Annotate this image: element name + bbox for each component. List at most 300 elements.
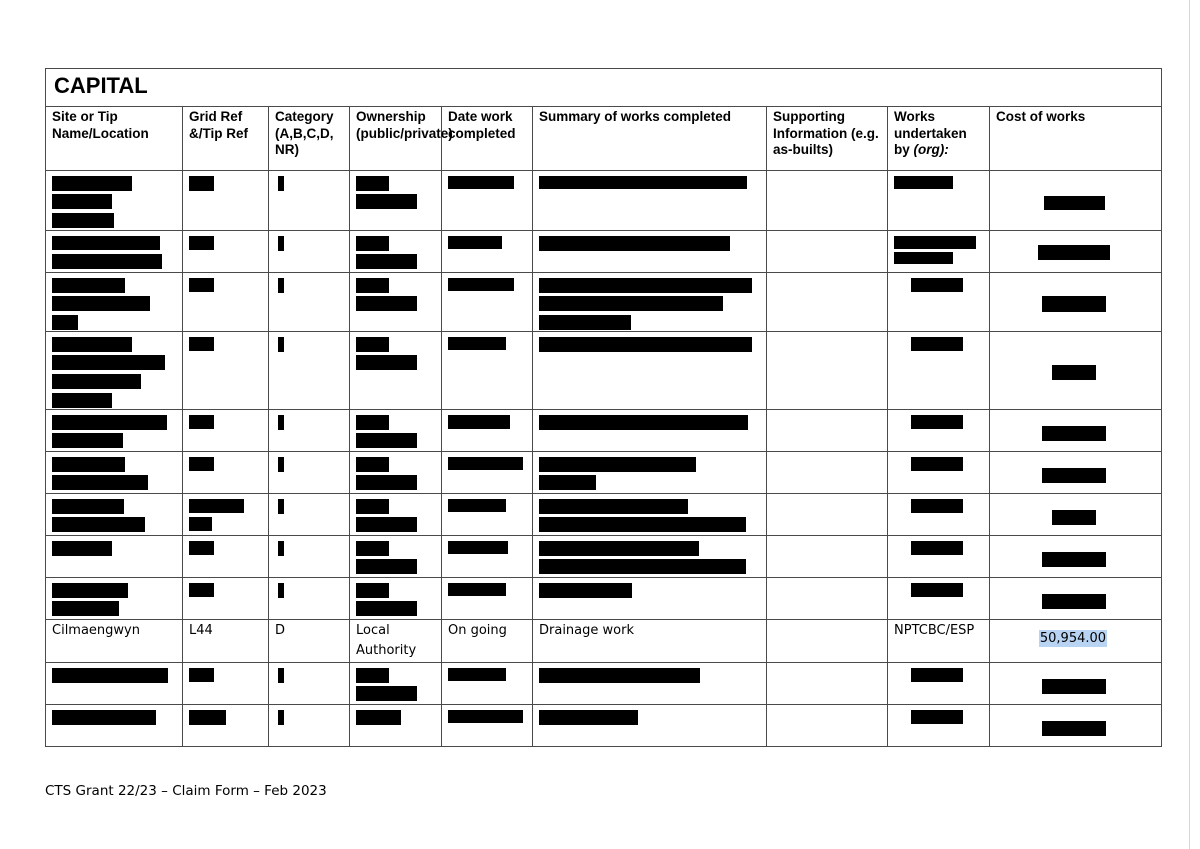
cell-grid-ref [183,536,269,578]
cell-ownership [350,705,442,747]
cell-content [350,536,441,577]
cell-works-undertaken [888,410,990,452]
cell-ownership [350,171,442,231]
cell-supporting-info [767,705,888,747]
cell-content [990,663,1161,704]
redaction-bar [539,315,631,330]
cell-content [46,494,182,535]
redaction-bar [278,278,284,293]
cell-supporting-info [767,171,888,231]
cell-content [767,231,887,272]
cell-category [269,578,350,620]
cell-content [990,410,1161,451]
cell-grid-ref [183,231,269,273]
cell-date [442,452,533,494]
redaction-bar [356,668,389,683]
redaction-bar [52,475,148,490]
cell-content [533,410,766,451]
table-row-redacted [46,705,1162,747]
redaction-bar [278,710,284,725]
redaction-bar [356,686,417,701]
cell-content [183,231,268,272]
cell-content [990,536,1161,577]
redaction-bar [52,415,167,430]
redaction-bar [539,541,699,556]
cell-content [46,231,182,272]
redaction-bar [539,176,747,189]
cell-content [46,273,182,331]
cell-content [46,332,182,409]
cell-cost [990,494,1162,536]
cell-content [350,578,441,619]
redaction-bar [356,236,389,251]
cell-content [533,332,766,409]
redaction-bar [539,559,746,574]
cell-summary [533,536,767,578]
cell-summary [533,663,767,705]
cell-content [533,663,766,704]
cell-supporting-info [767,536,888,578]
cell-ownership [350,494,442,536]
cell-content [183,536,268,577]
cell-content [269,452,349,493]
redaction-bar [356,194,417,209]
cell-content [990,171,1161,230]
cell-ownership [350,536,442,578]
cell-cost [990,452,1162,494]
redaction-bar [52,213,114,228]
cell-category [269,410,350,452]
redaction-bar [52,355,165,370]
cell-ownership [350,663,442,705]
cell-content [767,452,887,493]
cell-date [442,494,533,536]
cell-category [269,231,350,273]
cell-summary [533,620,767,663]
cell-works-undertaken [888,663,990,705]
cell-category [269,171,350,231]
cell-supporting-info [767,452,888,494]
cell-works-undertaken [888,273,990,332]
cell-content [442,171,532,230]
cell-cost-text: 50,954.00 [1039,631,1107,646]
redaction-bar [448,499,506,512]
cell-content [46,452,182,493]
cell-content [767,494,887,535]
cell-works-undertaken [888,171,990,231]
cell-supporting-info [767,578,888,620]
table-row-redacted [46,171,1162,231]
redaction-bar [448,541,508,554]
cell-grid-ref [183,332,269,410]
cell-grid-ref [183,620,269,663]
cell-content [183,171,268,230]
cell-content [46,171,182,230]
cell-content [350,332,441,409]
redaction-bar [356,415,389,430]
cell-content [269,578,349,619]
cell-grid-ref [183,273,269,332]
redaction-bar [356,499,389,514]
cell-ownership [350,332,442,410]
header-site: Site or Tip Name/Location [46,107,183,171]
cell-content [442,332,532,409]
redaction-bar [1042,426,1106,441]
redaction-bar [539,475,596,490]
cell-summary [533,231,767,273]
cell-works-undertaken-text: NPTCBC/ESP [894,623,975,638]
cell-date-text: On going [448,623,507,638]
header-category: Category (A,B,C,D, NR) [269,107,350,171]
redaction-bar [911,415,963,429]
cell-content [888,273,989,331]
redaction-bar [189,457,214,471]
redaction-bar [356,601,417,616]
cell-cost [990,273,1162,332]
cell-cost [990,231,1162,273]
cell-ownership [350,410,442,452]
table-row-redacted [46,452,1162,494]
table-row-redacted [46,231,1162,273]
redaction-bar [52,337,132,352]
redaction-bar [278,583,284,598]
cell-content [46,410,182,451]
cell-grid-ref [183,452,269,494]
cell-content [350,231,441,272]
cell-content [990,705,1161,746]
cell-category [269,663,350,705]
redaction-bar [911,499,963,513]
cell-site [46,410,183,452]
cell-content [183,273,268,331]
cell-content [46,536,182,577]
redaction-bar [52,296,150,311]
redaction-bar [278,499,284,514]
cell-content [269,705,349,746]
cell-date [442,410,533,452]
header-date: Date work completed [442,107,533,171]
redaction-bar [356,541,389,556]
redaction-bar [278,541,284,556]
cell-content [269,536,349,577]
cell-ownership [350,273,442,332]
redaction-bar [448,236,502,249]
redaction-bar [448,583,506,596]
redaction-bar [1042,468,1106,483]
redaction-bar [356,710,401,725]
redaction-bar [1042,721,1106,736]
redaction-bar [539,337,752,352]
redaction-bar [52,433,123,448]
cell-content [533,494,766,535]
header-works-undertaken [888,107,990,171]
cell-content [888,536,989,577]
redaction-bar [356,355,417,370]
table-row-redacted [46,273,1162,332]
redaction-bar [356,517,417,532]
cell-content [533,536,766,577]
table-row-redacted [46,494,1162,536]
cell-content [442,494,532,535]
cell-content [269,231,349,272]
redaction-bar [1052,365,1096,380]
header-cost: Cost of works [990,107,1162,171]
cell-content [269,171,349,230]
table-row-redacted [46,578,1162,620]
cell-site [46,332,183,410]
cell-content [990,273,1161,331]
redaction-bar [52,374,141,389]
cell-grid-ref [183,410,269,452]
cell-ownership [350,452,442,494]
cell-ownership [350,578,442,620]
redaction-bar [1042,594,1106,609]
cell-content [533,452,766,493]
cell-content [350,663,441,704]
cell-content [888,663,989,704]
cell-summary [533,494,767,536]
cell-grid-ref [183,578,269,620]
cell-site [46,663,183,705]
header-grid-ref: Grid Ref &/Tip Ref [183,107,269,171]
redaction-bar [52,541,112,556]
redaction-bar [52,254,162,269]
cell-content [767,578,887,619]
cell-cost [990,705,1162,747]
redaction-bar [894,176,953,189]
cell-content [183,663,268,704]
cell-content [767,663,887,704]
cell-content [888,452,989,493]
cell-category-text: D [275,623,286,638]
capital-table [45,68,1161,747]
cell-category [269,332,350,410]
redaction-bar [911,541,963,555]
table-row-cilmaengwyn [46,620,1162,663]
cell-grid-ref [183,171,269,231]
cell-site-text: Cilmaengwyn [52,623,140,638]
cell-date [442,620,533,663]
redaction-bar [539,236,730,251]
redaction-bar [52,278,125,293]
redaction-bar [189,668,214,682]
redaction-bar [911,337,963,351]
cell-date [442,705,533,747]
cell-supporting-info [767,620,888,663]
section-title: CAPITAL [46,69,1162,107]
redaction-bar [1052,510,1096,525]
table-row-redacted [46,663,1162,705]
redaction-bar [539,517,746,532]
table-row-redacted [46,536,1162,578]
redaction-bar [189,337,214,351]
cell-content [442,663,532,704]
cell-content [888,578,989,619]
cell-content [46,663,182,704]
redaction-bar [189,176,214,191]
redaction-bar [911,668,963,682]
redaction-bar [911,583,963,597]
cell-content [269,494,349,535]
redaction-bar [278,415,284,430]
cell-content [350,171,441,230]
redaction-bar [52,457,125,472]
cell-works-undertaken [888,620,990,663]
redaction-bar [52,517,145,532]
redaction-bar [448,337,506,350]
cell-supporting-info [767,332,888,410]
redaction-bar [1044,196,1105,210]
cell-content [183,705,268,746]
redaction-bar [539,583,632,598]
cell-works-undertaken [888,536,990,578]
redaction-bar [911,278,963,292]
cell-content [269,663,349,704]
cell-ownership [350,620,442,663]
cell-works-undertaken [888,231,990,273]
cell-site [46,231,183,273]
cell-date [442,536,533,578]
header-ownership: Ownership (public/private) [350,107,442,171]
cell-content [767,273,887,331]
redaction-bar [539,668,700,683]
cell-date [442,273,533,332]
cell-cost [990,620,1162,663]
redaction-bar [356,475,417,490]
redaction-bar [52,393,112,408]
cell-site [46,273,183,332]
cell-content [350,273,441,331]
cell-supporting-info [767,273,888,332]
redaction-bar [448,176,514,189]
cell-supporting-info [767,410,888,452]
cell-grid-ref [183,494,269,536]
cell-content [888,332,989,409]
cell-supporting-info [767,231,888,273]
cell-category [269,620,350,663]
redaction-bar [189,583,214,597]
redaction-bar [52,176,132,191]
cell-cost [990,332,1162,410]
cell-content [990,332,1161,409]
cell-summary-text: Drainage work [539,623,634,638]
cell-summary [533,332,767,410]
cell-date [442,663,533,705]
cell-content [767,171,887,230]
cell-date [442,171,533,231]
cell-content [990,494,1161,535]
cell-cost [990,536,1162,578]
cell-ownership [350,231,442,273]
redaction-bar [539,710,638,725]
cell-supporting-info [767,663,888,705]
cell-content [269,273,349,331]
cell-ownership-text: Local Authority [356,623,417,658]
cell-summary [533,578,767,620]
cell-cost [990,663,1162,705]
redaction-bar [52,194,112,209]
redaction-bar [448,278,514,291]
redaction-bar [539,415,748,430]
header-row [46,107,1162,171]
redaction-bar [189,517,212,531]
redaction-bar [189,541,214,555]
redaction-bar [52,710,156,725]
cell-content [767,536,887,577]
cell-content [990,452,1161,493]
cell-site [46,705,183,747]
redaction-bar [189,278,214,292]
cell-content [533,273,766,331]
redaction-bar [52,601,119,616]
redaction-bar [356,583,389,598]
redaction-bar [356,254,417,269]
redaction-bar [52,583,128,598]
redaction-bar [911,457,963,471]
cell-content [442,536,532,577]
redaction-bar [189,499,244,513]
cell-category [269,536,350,578]
cell-summary [533,452,767,494]
cell-site [46,620,183,663]
header-supporting-info: Supporting Information (e.g. as-builts) [767,107,888,171]
redaction-bar [52,668,168,683]
table-row-redacted [46,332,1162,410]
cell-date [442,578,533,620]
cell-content [183,332,268,409]
cell-content [533,705,766,746]
cell-works-undertaken [888,578,990,620]
cell-works-undertaken [888,332,990,410]
redaction-bar [356,296,417,311]
cell-content [269,410,349,451]
cell-content [767,410,887,451]
redaction-bar [356,559,417,574]
redaction-bar [278,236,284,251]
cell-content [888,705,989,746]
cell-content [269,332,349,409]
cell-cost [990,171,1162,231]
cell-date [442,332,533,410]
cell-content [888,231,989,272]
cell-site [46,171,183,231]
cell-content [183,452,268,493]
header-works-undertaken-text: Works undertaken by [894,109,967,157]
cell-supporting-info [767,494,888,536]
cell-grid-ref-text: L44 [189,623,213,638]
header-works-undertaken-org: (org): [913,142,949,157]
cell-category [269,273,350,332]
cell-content [183,410,268,451]
footer-text: CTS Grant 22/23 – Claim Form – Feb 2023 [45,783,327,799]
redaction-bar [539,278,752,293]
cell-summary [533,410,767,452]
cell-content [46,578,182,619]
cell-content [888,494,989,535]
redaction-bar [448,457,523,470]
redaction-bar [278,668,284,683]
cell-content [888,410,989,451]
cell-content [442,452,532,493]
redaction-bar [52,315,78,330]
cell-grid-ref [183,705,269,747]
redaction-bar [1042,296,1106,312]
cell-content [442,273,532,331]
cell-summary [533,705,767,747]
redaction-bar [894,236,976,249]
redaction-bar [911,710,963,724]
cell-category [269,494,350,536]
